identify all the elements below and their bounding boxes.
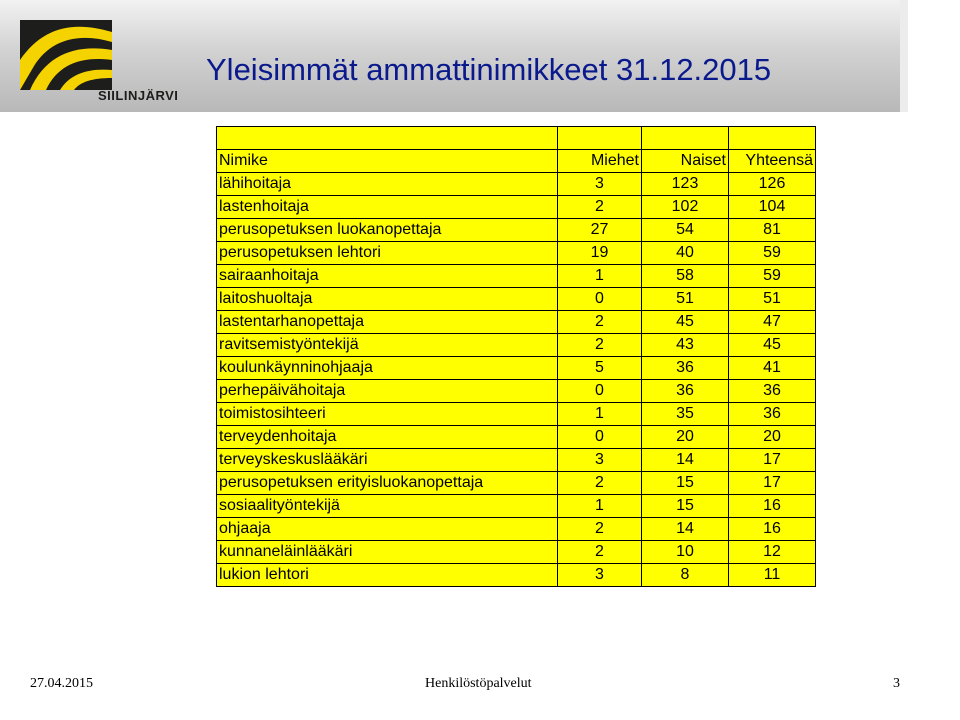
cell-miehet: 0	[558, 426, 642, 449]
cell-miehet: 19	[558, 242, 642, 265]
cell-miehet: 0	[558, 380, 642, 403]
cell-miehet: 1	[558, 265, 642, 288]
blank-cell	[729, 127, 816, 150]
cell-nimike: perusopetuksen luokanopettaja	[217, 219, 558, 242]
cell-nimike: laitoshuoltaja	[217, 288, 558, 311]
cell-miehet: 3	[558, 564, 642, 587]
page-title: Yleisimmät ammattinimikkeet 31.12.2015	[206, 52, 772, 87]
cell-yhteensa: 16	[729, 518, 816, 541]
cell-yhteensa: 36	[729, 403, 816, 426]
table-row	[217, 541, 816, 564]
cell-nimike: koulunkäynninohjaaja	[217, 357, 558, 380]
column-header-naiset: Naiset	[642, 150, 729, 173]
occupation-table	[216, 126, 816, 587]
siilinjarvi-logo-icon	[20, 20, 112, 90]
cell-nimike: lähihoitaja	[217, 173, 558, 196]
cell-nimike: terveyskeskuslääkäri	[217, 449, 558, 472]
cell-yhteensa: 36	[729, 380, 816, 403]
cell-nimike: ohjaaja	[217, 518, 558, 541]
cell-miehet: 0	[558, 288, 642, 311]
table-row	[217, 357, 816, 380]
cell-miehet: 27	[558, 219, 642, 242]
occupation-table-wrap	[216, 126, 816, 587]
cell-naiset: 20	[642, 426, 729, 449]
cell-nimike: perusopetuksen lehtori	[217, 242, 558, 265]
blank-cell	[217, 127, 558, 150]
cell-yhteensa: 17	[729, 472, 816, 495]
table-row	[217, 311, 816, 334]
cell-naiset: 8	[642, 564, 729, 587]
table-row	[217, 518, 816, 541]
table-row	[217, 288, 816, 311]
cell-miehet: 2	[558, 541, 642, 564]
cell-yhteensa: 16	[729, 495, 816, 518]
cell-naiset: 54	[642, 219, 729, 242]
cell-nimike: toimistosihteeri	[217, 403, 558, 426]
table-row	[217, 219, 816, 242]
cell-yhteensa: 45	[729, 334, 816, 357]
table-row	[217, 472, 816, 495]
logo-text: SIILINJÄRVI	[98, 88, 179, 103]
cell-miehet: 3	[558, 449, 642, 472]
cell-miehet: 2	[558, 334, 642, 357]
cell-nimike: terveydenhoitaja	[217, 426, 558, 449]
cell-miehet: 1	[558, 495, 642, 518]
cell-yhteensa: 59	[729, 265, 816, 288]
cell-yhteensa: 51	[729, 288, 816, 311]
cell-nimike: sairaanhoitaja	[217, 265, 558, 288]
column-header-yhteensa: Yhteensä	[729, 150, 816, 173]
cell-naiset: 15	[642, 472, 729, 495]
cell-naiset: 45	[642, 311, 729, 334]
column-header-miehet: Miehet	[558, 150, 642, 173]
cell-naiset: 36	[642, 357, 729, 380]
cell-nimike: lukion lehtori	[217, 564, 558, 587]
cell-naiset: 35	[642, 403, 729, 426]
cell-nimike: lastentarhanopettaja	[217, 311, 558, 334]
cell-naiset: 14	[642, 518, 729, 541]
cell-miehet: 2	[558, 472, 642, 495]
cell-yhteensa: 41	[729, 357, 816, 380]
table-row	[217, 334, 816, 357]
table-row	[217, 449, 816, 472]
table-row	[217, 380, 816, 403]
table-header-row	[217, 150, 816, 173]
table-row	[217, 403, 816, 426]
cell-yhteensa: 104	[729, 196, 816, 219]
cell-naiset: 14	[642, 449, 729, 472]
cell-naiset: 51	[642, 288, 729, 311]
table-row	[217, 564, 816, 587]
cell-naiset: 43	[642, 334, 729, 357]
cell-yhteensa: 59	[729, 242, 816, 265]
footer-page-number: 3	[893, 676, 900, 691]
cell-miehet: 1	[558, 403, 642, 426]
cell-miehet: 2	[558, 311, 642, 334]
blank-cell	[558, 127, 642, 150]
cell-miehet: 2	[558, 196, 642, 219]
footer-department: Henkilöstöpalvelut	[425, 676, 532, 691]
cell-yhteensa: 11	[729, 564, 816, 587]
cell-yhteensa: 17	[729, 449, 816, 472]
cell-naiset: 10	[642, 541, 729, 564]
table-row	[217, 426, 816, 449]
cell-nimike: perusopetuksen erityisluokanopettaja	[217, 472, 558, 495]
cell-yhteensa: 12	[729, 541, 816, 564]
cell-yhteensa: 126	[729, 173, 816, 196]
cell-yhteensa: 47	[729, 311, 816, 334]
table-row	[217, 242, 816, 265]
cell-yhteensa: 81	[729, 219, 816, 242]
cell-nimike: perhepäivähoitaja	[217, 380, 558, 403]
cell-naiset: 36	[642, 380, 729, 403]
cell-naiset: 58	[642, 265, 729, 288]
cell-nimike: lastenhoitaja	[217, 196, 558, 219]
cell-miehet: 3	[558, 173, 642, 196]
table-row	[217, 495, 816, 518]
cell-nimike: kunnaneläinlääkäri	[217, 541, 558, 564]
cell-miehet: 5	[558, 357, 642, 380]
cell-naiset: 40	[642, 242, 729, 265]
table-row	[217, 196, 816, 219]
footer-date: 27.04.2015	[30, 676, 93, 691]
cell-naiset: 15	[642, 495, 729, 518]
cell-miehet: 2	[558, 518, 642, 541]
cell-yhteensa: 20	[729, 426, 816, 449]
cell-nimike: ravitsemistyöntekijä	[217, 334, 558, 357]
column-header-nimike: Nimike	[217, 150, 558, 173]
table-blank-row	[217, 127, 816, 150]
cell-naiset: 123	[642, 173, 729, 196]
table-row	[217, 173, 816, 196]
siilinjarvi-logo	[20, 20, 208, 103]
table-row	[217, 265, 816, 288]
cell-naiset: 102	[642, 196, 729, 219]
cell-nimike: sosiaalityöntekijä	[217, 495, 558, 518]
blank-cell	[642, 127, 729, 150]
